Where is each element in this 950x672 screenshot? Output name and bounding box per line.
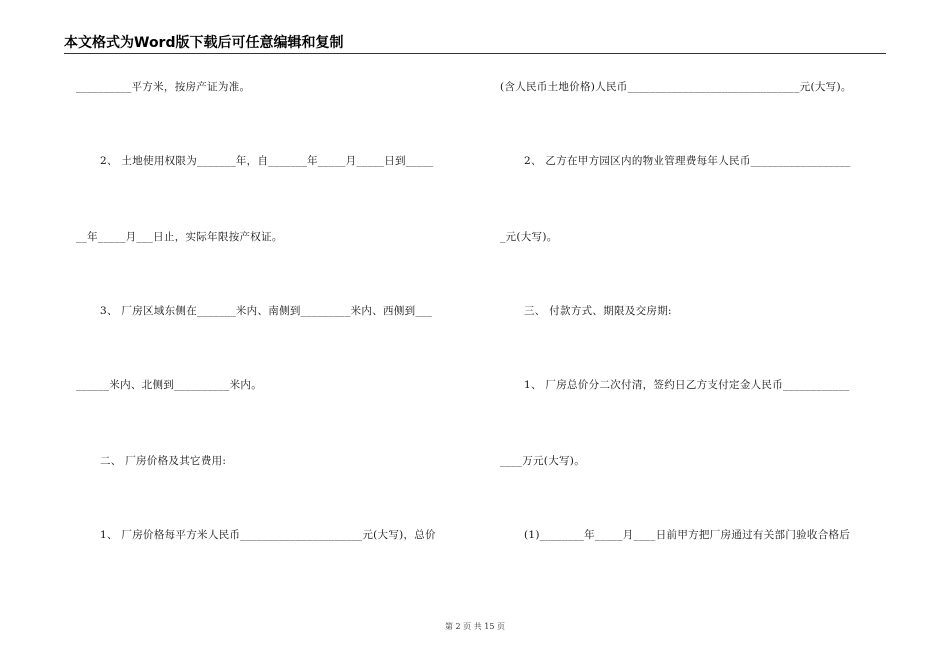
- page-number: 第 2 页 共 15 页: [445, 622, 505, 631]
- left-line-price-per-sqm: 1、 厂房价格每平方米人民币______________________元(大写)，总价: [100, 529, 436, 541]
- header-divider: [64, 53, 886, 54]
- right-line-fee-cont: _元(大写)。: [500, 231, 558, 243]
- left-column: [72, 60, 462, 620]
- left-line-land-use-term: 2、 土地使用权限为_______年，自_______年_____月_____日到_____: [100, 155, 434, 167]
- right-line-management-fee: 2、 乙方在甲方园区内的物业管理费每年人民币__________________: [524, 155, 851, 167]
- left-line-area: __________平方米，按房产证为准。: [76, 81, 251, 93]
- right-column: [496, 60, 886, 620]
- left-line-boundaries-cont: ______米内、北侧到__________米内。: [76, 379, 262, 391]
- left-line-term-end: __年_____月___日止，实际年限按产权证。: [76, 231, 283, 243]
- right-line-total-price: (含人民币土地价格)人民币_______________________________元(大写)。: [500, 81, 852, 93]
- document-header-title: 本文格式为Word版下载后可任意编辑和复制: [64, 35, 344, 51]
- section-heading-price: 二、 厂房价格及其它费用:: [100, 455, 227, 467]
- right-line-deposit-cont: ____万元(大写)。: [500, 455, 585, 467]
- page-header: [64, 34, 886, 54]
- section-heading-payment: 三、 付款方式、期限及交房期:: [524, 305, 672, 317]
- right-line-deposit: 1、 厂房总价分二次付清，签约日乙方支付定金人民币____________: [524, 379, 850, 391]
- right-line-handover: (1)________年_____月____日前甲方把厂房通过有关部门验收合格后: [524, 529, 851, 541]
- left-line-boundaries: 3、 厂房区域东侧在_______米内、南侧到_________米内、西侧到___: [100, 305, 433, 317]
